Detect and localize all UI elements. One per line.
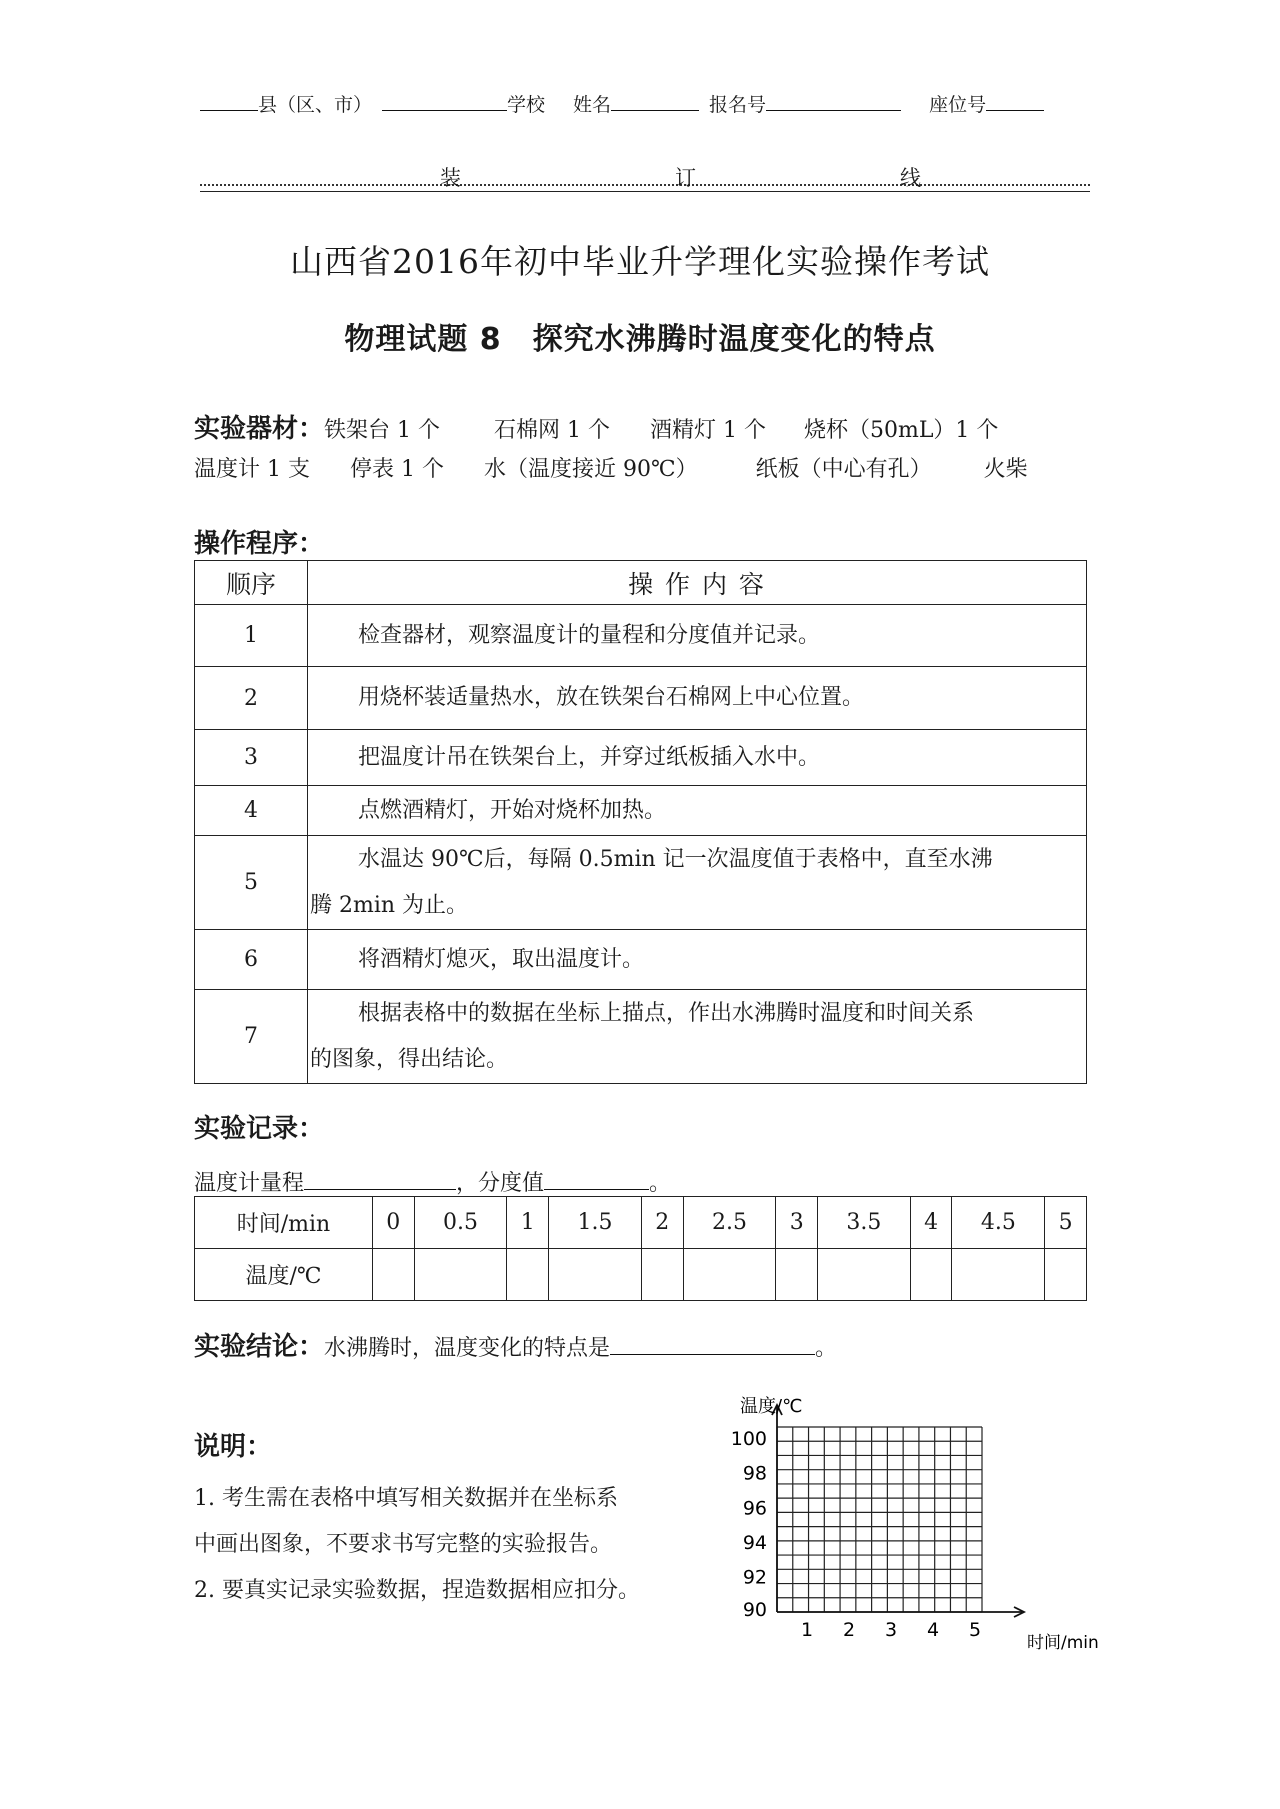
step-text-line: 将酒精灯熄灭，取出温度计。 bbox=[358, 946, 645, 972]
exam-title: 山西省2016年初中毕业升学理化实验操作考试 bbox=[290, 242, 990, 281]
step-text-line: 腾 2min 为止。 bbox=[310, 892, 469, 918]
binding-char-3: 线 bbox=[900, 166, 921, 190]
step-text bbox=[308, 836, 1087, 930]
step-number: 2 bbox=[195, 667, 308, 730]
x-axis-label: 时间/min bbox=[1027, 1633, 1099, 1652]
graph-grid bbox=[777, 1427, 982, 1612]
material-item: 烧杯（50mL）1 个 bbox=[803, 418, 999, 443]
division-label: ，分度值 bbox=[456, 1171, 545, 1196]
name-blank[interactable] bbox=[611, 92, 699, 111]
order-header: 顺序 bbox=[195, 561, 308, 605]
binding-line bbox=[200, 162, 1090, 188]
material-item: 酒精灯 1 个 bbox=[649, 418, 766, 443]
step-number: 1 bbox=[195, 605, 308, 667]
step-text bbox=[308, 730, 1087, 786]
step-text-line: 根据表格中的数据在坐标上描点，作出水沸腾时温度和时间关系 bbox=[358, 1000, 975, 1026]
time-cell: 1.5 bbox=[549, 1197, 642, 1249]
step-number: 3 bbox=[195, 730, 308, 786]
school-blank[interactable] bbox=[382, 92, 507, 111]
temperature-header: 温度/℃ bbox=[195, 1249, 373, 1301]
step-text bbox=[308, 605, 1087, 667]
experiment-title: 物理试题 8 探究水沸腾时温度变化的特点 bbox=[344, 322, 936, 357]
step-text-line: 用烧杯装适量热水，放在铁架台石棉网上中心位置。 bbox=[358, 685, 865, 710]
division-blank[interactable] bbox=[544, 1171, 649, 1190]
dotted-divider bbox=[200, 184, 1090, 186]
step-number: 4 bbox=[195, 786, 308, 836]
procedure-heading: 操作程序： bbox=[194, 529, 325, 559]
material-item: 石棉网 1 个 bbox=[494, 418, 610, 443]
county-blank[interactable] bbox=[200, 92, 258, 111]
seat-label: 座位号 bbox=[929, 94, 987, 116]
note-line: 2. 要真实记录实验数据，捏造数据相应扣分。 bbox=[194, 1578, 640, 1603]
solid-divider bbox=[200, 191, 1090, 192]
thermometer-info-line bbox=[194, 1166, 671, 1197]
step-text bbox=[308, 786, 1087, 836]
content-header: 操 作 内 容 bbox=[308, 561, 1087, 605]
time-cell: 3.5 bbox=[817, 1197, 910, 1249]
graph-axes bbox=[772, 1405, 1024, 1617]
school-label: 学校 bbox=[507, 94, 546, 116]
step-text-line: 把温度计吊在铁架台上，并穿过纸板插入水中。 bbox=[358, 744, 821, 770]
material-item: 水（温度接近 90℃） bbox=[483, 457, 698, 482]
step-number: 6 bbox=[195, 930, 308, 990]
name-label: 姓名 bbox=[573, 94, 612, 116]
county-label: 县（区、市） bbox=[258, 94, 373, 116]
record-table bbox=[194, 1196, 1087, 1301]
step-text-line: 检查器材，观察温度计的量程和分度值并记录。 bbox=[358, 622, 821, 648]
range-label: 温度计量程 bbox=[194, 1171, 305, 1196]
time-cell: 1 bbox=[507, 1197, 549, 1249]
materials-line-1 bbox=[194, 408, 1094, 445]
range-blank[interactable] bbox=[304, 1171, 456, 1190]
time-cell: 3 bbox=[776, 1197, 818, 1249]
temperature-input-cell[interactable] bbox=[952, 1249, 1045, 1301]
time-cell: 2 bbox=[641, 1197, 683, 1249]
table-row bbox=[195, 786, 1087, 836]
temperature-time-graph[interactable] bbox=[725, 1392, 1125, 1652]
table-row bbox=[195, 836, 1087, 930]
temperature-input-cell[interactable] bbox=[817, 1249, 910, 1301]
y-tick-label: 92 bbox=[742, 1566, 767, 1589]
procedure-table bbox=[194, 560, 1087, 1084]
time-cell: 4.5 bbox=[952, 1197, 1045, 1249]
y-axis-label: 温度/℃ bbox=[740, 1396, 803, 1417]
temperature-input-cell[interactable] bbox=[1045, 1249, 1087, 1301]
table-row bbox=[195, 930, 1087, 990]
time-cell: 0.5 bbox=[414, 1197, 507, 1249]
x-tick-label: 2 bbox=[842, 1619, 856, 1641]
material-item: 温度计 1 支 bbox=[194, 457, 310, 482]
y-tick-label: 96 bbox=[742, 1497, 767, 1520]
temperature-input-cell[interactable] bbox=[549, 1249, 642, 1301]
step-text-line: 的图象，得出结论。 bbox=[310, 1046, 509, 1072]
exam-no-label: 报名号 bbox=[709, 94, 767, 116]
materials-line-2 bbox=[194, 452, 1094, 483]
binding-char-1: 装 bbox=[440, 166, 461, 190]
notes-body bbox=[194, 1476, 640, 1614]
note-line: 中画出图象，不要求书写完整的实验报告。 bbox=[194, 1532, 613, 1557]
table-row bbox=[195, 667, 1087, 730]
step-text bbox=[308, 930, 1087, 990]
material-item: 铁架台 1 个 bbox=[324, 418, 440, 443]
end-mark: 。 bbox=[649, 1171, 672, 1196]
time-cell: 5 bbox=[1045, 1197, 1087, 1249]
x-tick-label: 5 bbox=[968, 1619, 982, 1641]
temperature-row bbox=[195, 1249, 1087, 1301]
time-row bbox=[195, 1197, 1087, 1249]
end-mark: 。 bbox=[815, 1336, 838, 1361]
time-cell: 2.5 bbox=[683, 1197, 776, 1249]
temperature-input-cell[interactable] bbox=[910, 1249, 952, 1301]
step-text-line: 水温达 90℃后，每隔 0.5min 记一次温度值于表格中，直至水沸 bbox=[358, 846, 993, 872]
table-row bbox=[195, 730, 1087, 786]
step-number: 5 bbox=[195, 836, 308, 930]
time-cell: 0 bbox=[373, 1197, 415, 1249]
x-tick-label: 1 bbox=[800, 1619, 814, 1641]
notes-heading: 说明： bbox=[194, 1432, 273, 1462]
candidate-info-line bbox=[200, 90, 1080, 117]
y-tick-label: 98 bbox=[742, 1462, 767, 1485]
record-heading: 实验记录： bbox=[194, 1114, 325, 1144]
material-item: 停表 1 个 bbox=[349, 457, 444, 482]
time-header: 时间/min bbox=[195, 1197, 373, 1249]
step-text bbox=[308, 667, 1087, 730]
conclusion-blank[interactable] bbox=[610, 1336, 815, 1355]
note-line: 1. 考生需在表格中填写相关数据并在坐标系 bbox=[194, 1486, 618, 1511]
material-item: 火柴 bbox=[983, 457, 1028, 482]
y-tick-label: 90 bbox=[742, 1599, 767, 1621]
table-header-row bbox=[195, 561, 1087, 605]
temperature-input-cell[interactable] bbox=[373, 1249, 415, 1301]
binding-char-2: 订 bbox=[675, 166, 696, 190]
table-row bbox=[195, 605, 1087, 667]
y-tick-label: 100 bbox=[730, 1428, 767, 1451]
temperature-input-cell[interactable] bbox=[507, 1249, 549, 1301]
time-cell: 4 bbox=[910, 1197, 952, 1249]
temperature-input-cell[interactable] bbox=[683, 1249, 776, 1301]
y-tick-label: 94 bbox=[742, 1531, 767, 1554]
table-row bbox=[195, 990, 1087, 1084]
step-number: 7 bbox=[195, 990, 308, 1084]
conclusion-text: 水沸腾时，温度变化的特点是 bbox=[324, 1336, 611, 1361]
x-tick-label: 4 bbox=[926, 1619, 940, 1641]
exam-no-blank[interactable] bbox=[766, 92, 901, 111]
step-text-line: 点燃酒精灯，开始对烧杯加热。 bbox=[358, 797, 667, 823]
seat-blank[interactable] bbox=[986, 92, 1044, 111]
material-item: 纸板（中心有孔） bbox=[755, 457, 932, 482]
temperature-input-cell[interactable] bbox=[641, 1249, 683, 1301]
step-text bbox=[308, 990, 1087, 1084]
conclusion-line bbox=[194, 1326, 837, 1363]
temperature-input-cell[interactable] bbox=[776, 1249, 818, 1301]
materials-label: 实验器材： bbox=[194, 414, 325, 444]
x-tick-label: 3 bbox=[884, 1619, 898, 1641]
conclusion-label: 实验结论： bbox=[194, 1332, 325, 1362]
temperature-input-cell[interactable] bbox=[414, 1249, 507, 1301]
